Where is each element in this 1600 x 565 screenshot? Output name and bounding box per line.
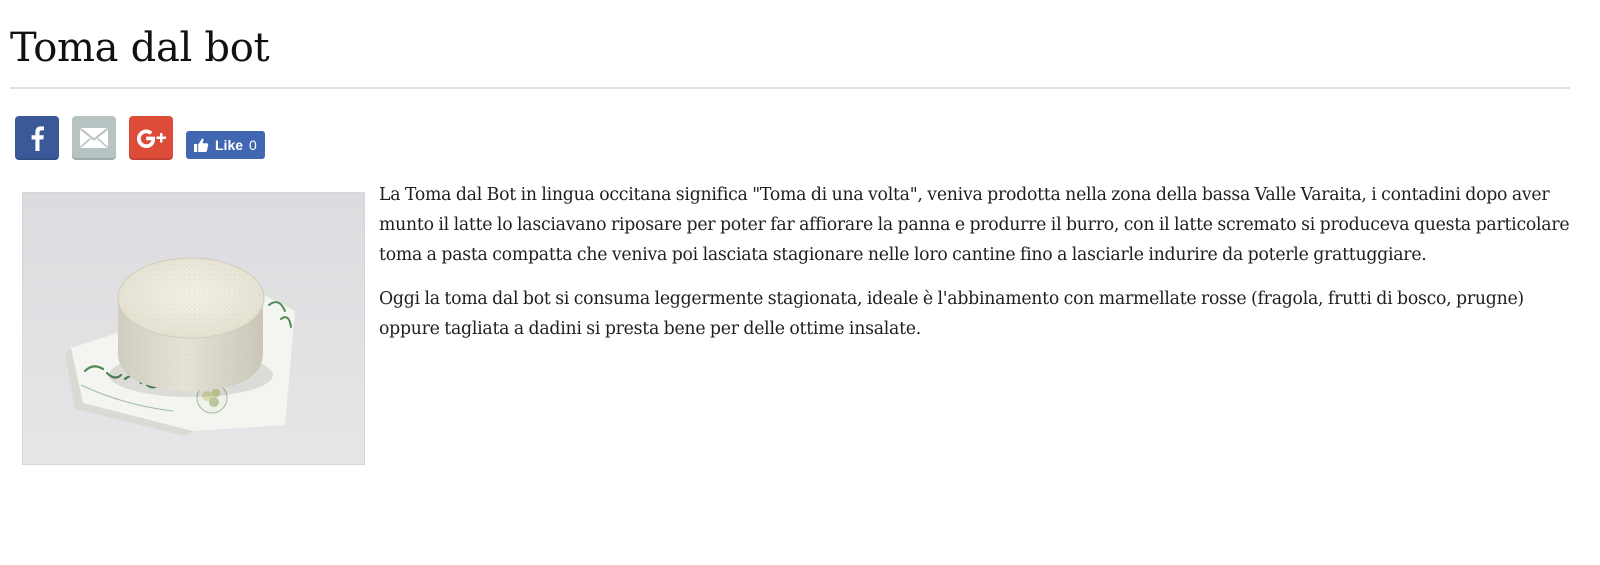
facebook-like-button[interactable] — [186, 131, 265, 159]
article-body — [379, 180, 1579, 358]
thumbs-up-icon — [193, 137, 209, 153]
article-paragraph: Oggi la toma dal bot si consuma leggermente stagionata, ideale è l'abbinamento con marmellate rosse (fragola, frutti di bosco, prugne) oppure tagliata a dadini si presta bene per delle ottime insalate. — [379, 289, 1524, 339]
email-share-button[interactable] — [72, 116, 116, 160]
article-paragraph: La Toma dal Bot in lingua occitana significa "Toma di una volta", veniva prodotta nella zona della bassa Valle Varaita, i contadini dopo aver munto il latte lo lasciavano riposare per poter far affiorare la panna e produrre il burro, con il latte scremato si produceva questa particolare toma a pasta compatta che veniva poi lasciata stagionare nelle loro cantine fino a lasciarle indurire da poterle grattuggiare. — [379, 185, 1570, 265]
facebook-icon — [15, 116, 59, 160]
like-count: 0 — [249, 137, 257, 153]
share-bar — [15, 116, 265, 162]
google-plus-icon — [129, 116, 173, 160]
article — [10, 0, 1570, 565]
like-label: Like — [215, 137, 244, 153]
title-divider — [10, 87, 1570, 89]
cheese-photo — [22, 192, 365, 465]
google-plus-share-button[interactable] — [129, 116, 173, 160]
facebook-share-button[interactable] — [15, 116, 59, 160]
email-icon — [72, 116, 116, 160]
page-title: Toma dal bot — [10, 25, 270, 71]
